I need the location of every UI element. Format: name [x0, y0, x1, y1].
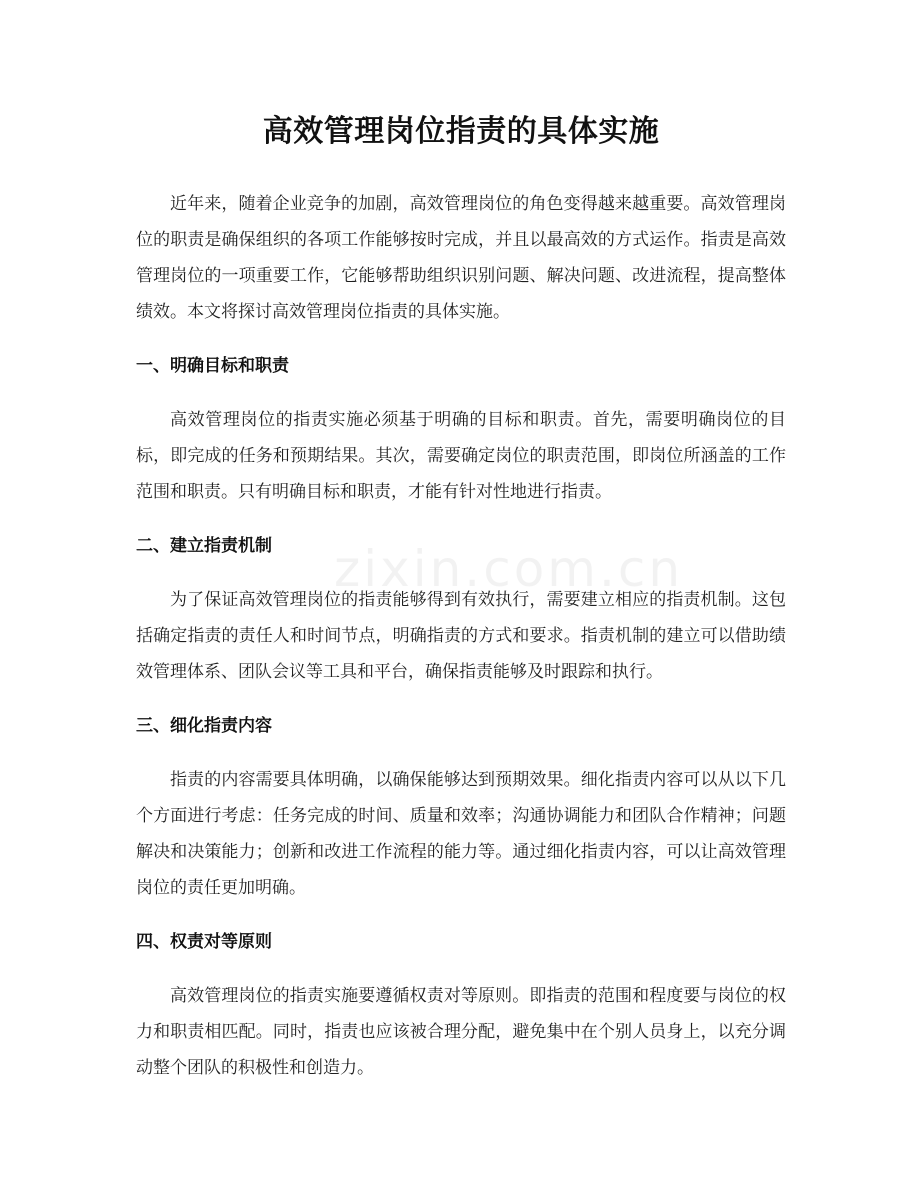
section-paragraph: 为了保证高效管理岗位的指责能够得到有效执行，需要建立相应的指责机制。这包括确定指责的责任人和时间节点，明确指责的方式和要求。指责机制的建立可以借助绩效管理体系、团队会议等工具和平台，确保指责能够及时跟踪和执行。	[136, 590, 786, 682]
section-heading: 二、建立指责机制	[136, 536, 272, 556]
intro-paragraph: 近年来，随着企业竞争的加剧，高效管理岗位的角色变得越来越重要。高效管理岗位的职责是确保组织的各项工作能够按时完成，并且以最高效的方式运作。指责是高效管理岗位的一项重要工作，它能够帮助组织识别问题、解决问题、改进流程，提高整体绩效。本文将探讨高效管理岗位指责的具体实施。	[136, 194, 786, 322]
section-3	[136, 708, 786, 906]
section-heading: 一、明确目标和职责	[136, 356, 289, 376]
section-paragraph: 高效管理岗位的指责实施必须基于明确的目标和职责。首先，需要明确岗位的目标，即完成的任务和预期结果。其次，需要确定岗位的职责范围，即岗位所涵盖的工作范围和职责。只有明确目标和职责，才能有针对性地进行指责。	[136, 410, 786, 502]
section-heading: 四、权责对等原则	[136, 932, 272, 952]
document-title: 高效管理岗位指责的具体实施	[262, 114, 660, 149]
section-2	[136, 528, 786, 690]
section-4	[136, 924, 786, 1086]
watermark: zixin.com.cn	[334, 540, 684, 598]
section-heading: 三、细化指责内容	[136, 716, 272, 736]
section-paragraph: 指责的内容需要具体明确，以确保能够达到预期效果。细化指责内容可以从以下几个方面进行考虑：任务完成的时间、质量和效率；沟通协调能力和团队合作精神；问题解决和决策能力；创新和改进工作流程的能力等。通过细化指责内容，可以让高效管理岗位的责任更加明确。	[136, 770, 786, 898]
section-1	[136, 348, 786, 510]
section-paragraph: 高效管理岗位的指责实施要遵循权责对等原则。即指责的范围和程度要与岗位的权力和职责相匹配。同时，指责也应该被合理分配，避免集中在个别人员身上，以充分调动整个团队的积极性和创造力。	[136, 986, 786, 1078]
